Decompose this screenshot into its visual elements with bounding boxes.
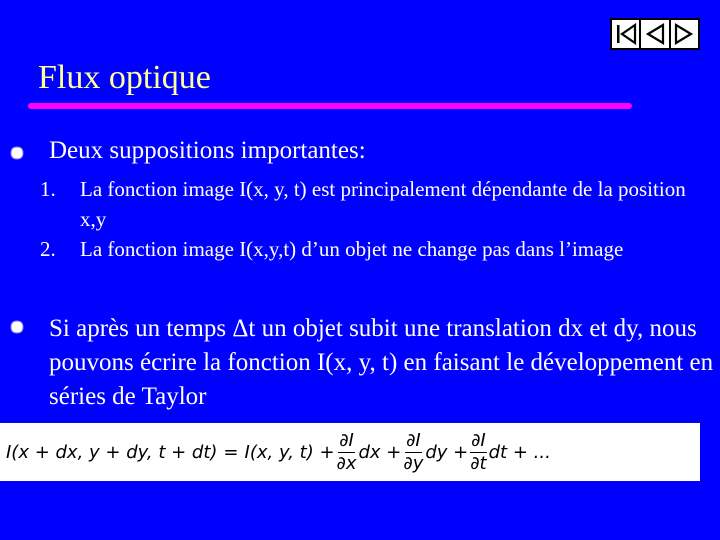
bullet-text-taylor: Si après un temps Δt un objet subit une translation dx et dy, nous pouvons écrire la fonction I(x, y, t) en faisant le développement en séries de Taylor: [49, 315, 714, 410]
list-item-number: 1.: [40, 177, 56, 201]
fraction-denominator: ∂y: [403, 452, 424, 474]
list-item-text: La fonction image I(x, y, t) est principalement dépendante de la position x,y: [80, 177, 686, 231]
formula-equals: =: [223, 441, 239, 463]
formula-lhs: I(x + dx, y + dy, t + dt): [6, 441, 218, 463]
bullet-icon: [10, 146, 24, 160]
formula-term0: I(x, y, t) +: [244, 441, 335, 463]
list-item: [40, 174, 712, 234]
next-slide-button[interactable]: [671, 20, 698, 48]
slide-title: Flux optique: [38, 59, 211, 96]
list-item-text: La fonction image I(x,y,t) d’un objet ne change pas dans l’image: [80, 237, 624, 261]
formula-term1: dx +: [358, 441, 402, 463]
bullet-text-assumptions: Deux suppositions importantes:: [49, 137, 366, 164]
fraction-denominator: ∂t: [470, 452, 487, 474]
slide-navigation: [610, 18, 700, 50]
first-slide-button[interactable]: [612, 20, 641, 48]
assumptions-list: [40, 174, 712, 264]
next-slide-icon: [672, 22, 696, 46]
fraction-numerator: ∂I: [339, 429, 354, 451]
formula-term2: dy +: [425, 441, 469, 463]
taylor-formula: [0, 423, 700, 481]
partial-fraction-x: [336, 430, 358, 475]
first-slide-icon: [614, 22, 638, 46]
bullet-icon: [10, 320, 24, 334]
partial-fraction-y: [402, 430, 424, 475]
list-item: [40, 234, 712, 264]
fraction-numerator: ∂I: [471, 429, 486, 451]
fraction-denominator: ∂x: [336, 452, 357, 474]
list-item-number: 2.: [40, 237, 56, 261]
formula-term3: dt + ...: [488, 441, 551, 463]
partial-fraction-t: [469, 430, 487, 475]
previous-slide-icon: [643, 22, 667, 46]
previous-slide-button[interactable]: [641, 20, 670, 48]
fraction-numerator: ∂I: [406, 429, 421, 451]
title-divider: [28, 103, 632, 109]
